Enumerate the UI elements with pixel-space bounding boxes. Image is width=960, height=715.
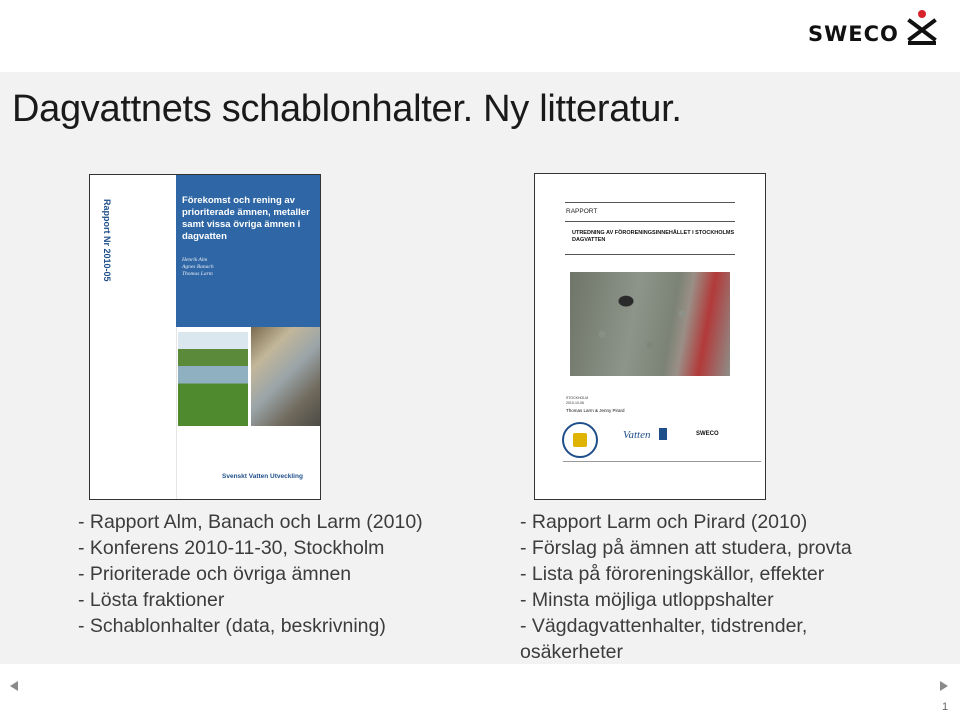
divider [565,202,735,203]
logo-text: SWECO [808,22,899,46]
list-item: - Lösta fraktioner [78,589,225,611]
list-item: - Vägdagvattenhalter, tidstrender, [520,615,808,637]
header [0,0,960,72]
cover-left-title: Förekomst och rening av prioriterade ämnen, metaller samt vissa övriga ämnen i dagvatten [182,195,310,242]
divider [565,221,735,222]
sweco-mark-icon [905,9,939,47]
cover-right-meta [566,396,588,406]
next-slide-icon[interactable] [940,681,948,691]
cover-left-publisher: Svenskt Vatten Utveckling [222,473,303,480]
list-item: - Förslag på ämnen att studera, provta [520,537,852,559]
left-bullet-list [78,509,423,639]
cover-spine-text: Rapport Nr 2010-05 [102,199,112,282]
wetland-photo [178,332,248,426]
sweco-logo [808,8,939,48]
list-item: - Prioriterade och övriga ämnen [78,563,352,585]
stream-photo [251,327,321,426]
list-item: - Rapport Alm, Banach och Larm (2010) [78,511,423,533]
report-cover-right [534,173,766,500]
list-item: - Konferens 2010-11-30, Stockholm [78,537,385,559]
previous-slide-icon[interactable] [10,681,18,691]
cover-left-authors [182,257,214,278]
list-item: - Minsta möjliga utloppshalter [520,589,774,611]
report-cover-left [89,174,321,500]
page-number: 1 [942,701,949,713]
cover-right-authors: Thomas Larm & Jenny Pirard [566,408,625,413]
list-item: osäkerheter [520,641,623,663]
vatten-logo-text: Vatten [623,429,651,441]
slide-navigation [0,664,960,715]
storm-drain-photo [570,272,730,376]
author-1: Henrik Alm [182,257,208,263]
slide-title: Dagvattnets schablonhalter. Ny litteratur. [12,88,682,130]
slide [0,72,960,664]
author-3: Thomas Larm [182,271,213,277]
list-item: - Lista på föroreningskällor, effekter [520,563,825,585]
vatten-mark-icon [659,428,667,440]
stockholm-seal-icon [562,422,598,458]
list-item: - Schablonhalter (data, beskrivning) [78,615,386,637]
seal-crown-icon [573,433,587,447]
cover-right-title: UTREDNING AV FÖRORENINGSINNEHÅLLET I STOCKHOLMS DAGVATTEN [572,230,735,243]
divider [565,254,735,255]
divider [563,461,761,462]
cover-right-label: RAPPORT [566,208,598,215]
right-bullet-list [520,509,852,665]
cover-right-sweco: SWECO [696,431,719,437]
cover-right-city: STOCKHOLM [566,396,589,400]
cover-right-date: 2010-10-06 [566,401,584,405]
author-2: Agnes Banach [182,264,214,270]
list-item: - Rapport Larm och Pirard (2010) [520,511,808,533]
cover-spine [90,175,177,499]
